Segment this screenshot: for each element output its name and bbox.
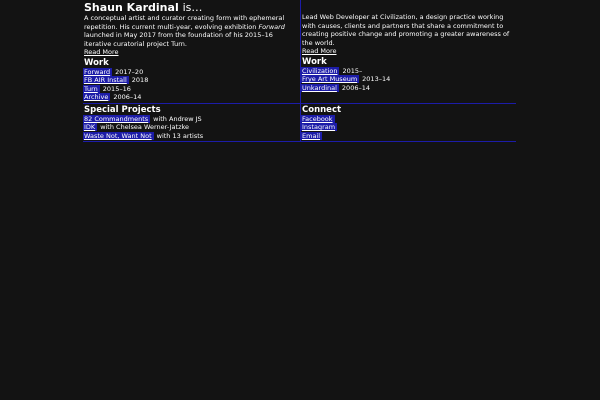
page-title [84,1,298,14]
work-link-fb-air-install[interactable]: FB AIR Install [84,76,127,84]
work-heading-left: Work [84,57,109,68]
artist-work-list [84,68,298,102]
work-years: 2018 [131,76,149,84]
forward-emphasis: Forward [258,22,285,31]
work-link-civilization[interactable]: Civilization [302,66,338,75]
list-item [84,115,298,124]
connect-link-instagram[interactable]: Instagram [302,123,336,131]
developer-work-list [302,67,514,93]
work-years: 2013–14 [362,75,391,83]
artist-intro-text-2: launched in May 2017 from the foundation of his 2015–16 iterative curatorial project Turn. [84,31,273,48]
artist-intro-text-1: A conceptual artist and curator creating form with ephemeral repetition. His current multi-year, evolving exhibition [84,14,285,31]
title-tail: is… [182,1,203,14]
project-collaborator: with Andrew JS [153,114,202,123]
bio-row [83,0,516,104]
special-projects-heading: Special Projects [84,104,161,115]
list-item [84,76,298,85]
list-item [302,132,514,141]
list-item [84,85,298,94]
list-item [302,123,514,132]
connect-link-facebook[interactable]: Facebook [302,114,333,123]
work-link-turn[interactable]: Turn [84,84,98,93]
list-item [302,67,514,76]
developer-read-more-link[interactable]: Read More [302,47,337,55]
list-item [84,132,298,141]
connect-list [302,115,514,141]
work-link-frye-art-museum[interactable]: Frye Art Museum [302,75,358,83]
special-projects-list [84,115,298,141]
list-item [84,68,298,77]
artist-read-more-link[interactable]: Read More [84,48,119,56]
work-years: 2017–20 [115,67,144,76]
list-item [84,123,298,132]
project-link-idk[interactable]: IDK [84,123,96,131]
developer-intro: Lead Web Developer at Civilization, a design practice working with causes, clients and partners that share a commitment to creating positive change and promoting a greater awareness of the world. [302,13,510,47]
connect-column [300,104,516,142]
work-years: 2006–14 [113,93,142,101]
list-item [302,75,514,84]
projects-row [83,104,516,143]
project-collaborator: with Chelsea Werner-Jatzke [100,123,190,131]
artist-column [83,0,300,103]
work-heading-right: Work [302,56,327,67]
artist-intro [84,14,298,48]
name: Shaun Kardinal [84,1,179,14]
work-years: 2006–14 [341,83,370,92]
work-link-unkardinal[interactable]: Unkardinal [302,83,337,92]
connect-heading: Connect [302,104,342,115]
work-link-forward[interactable]: Forward [84,67,111,76]
work-years: 2015– [342,66,363,75]
project-link-82-commandments[interactable]: 82 Commandments [84,114,149,123]
special-projects-column [83,104,300,142]
project-collaborator: with 13 artists [156,131,204,140]
work-years: 2015–16 [102,84,131,93]
work-link-archive[interactable]: Archive [84,93,109,101]
page [83,0,516,142]
list-item [302,84,514,93]
developer-column [300,0,516,103]
list-item [302,115,514,124]
connect-link-email[interactable]: Email [302,131,321,140]
list-item [84,93,298,102]
project-link-waste-not-want-not[interactable]: Waste Not, Want Not [84,131,152,140]
